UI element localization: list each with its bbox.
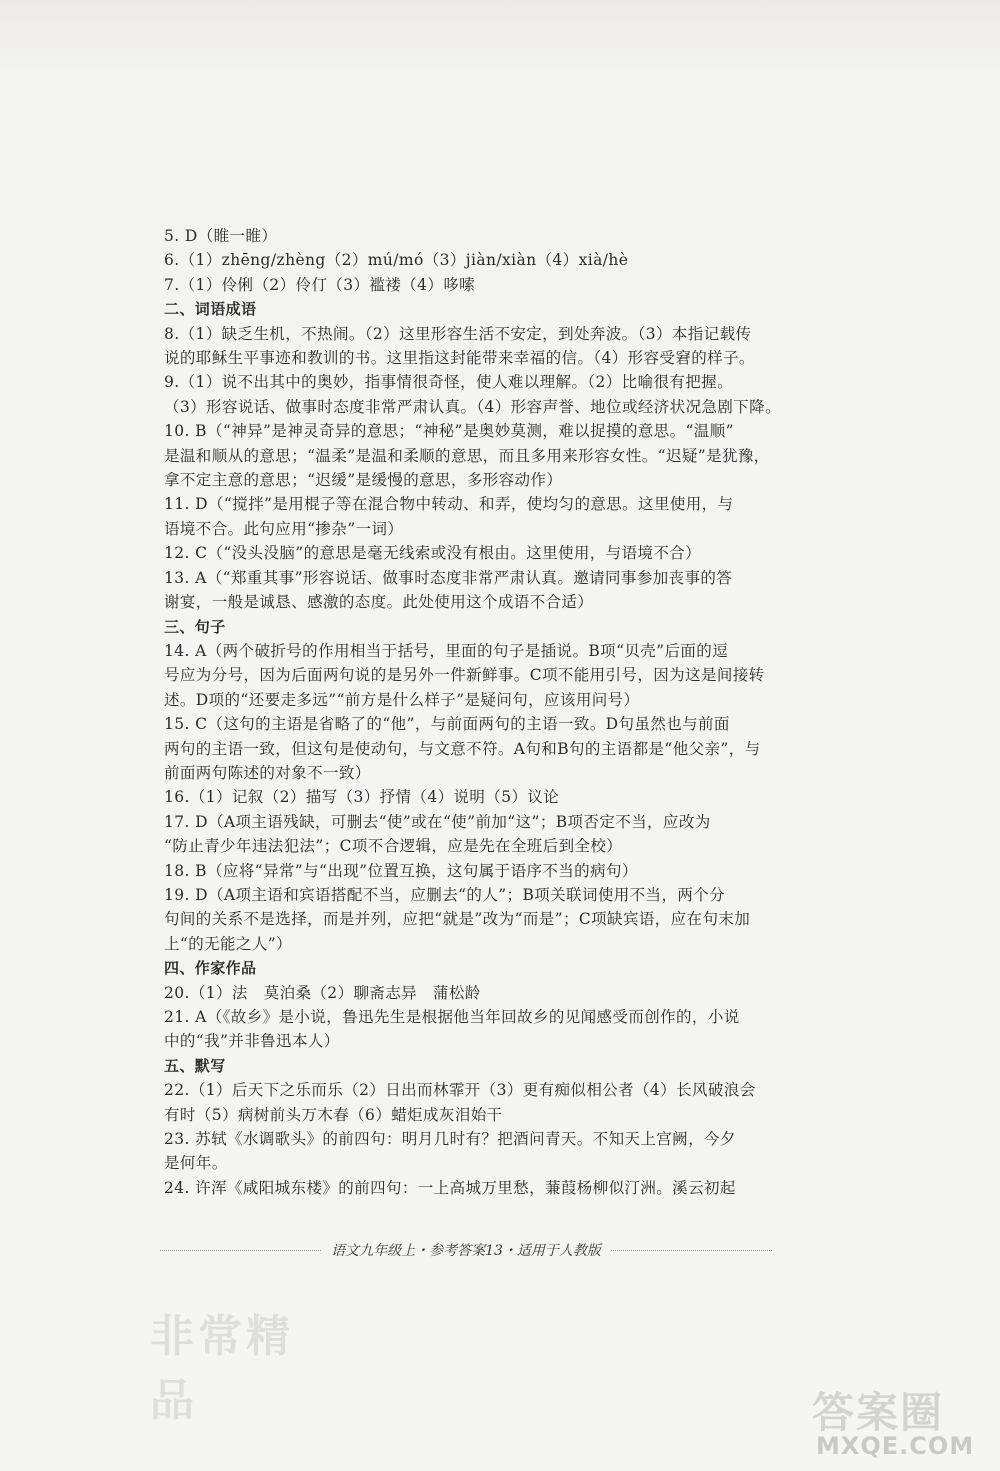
answer-line: 16.（1）记叙（2）描写（3）抒情（4）说明（5）议论 [164,788,560,807]
answer-line: 13. A（“郑重其事”形容说话、做事时态度非常严肃认真。邀请同事参加丧事的答 [164,568,733,587]
answer-line: 8.（1）缺乏生机，不热闹。（2）这里形容生活不安定，到处奔波。（3）本指记载传 [164,324,752,343]
answer-line: 10. B（“神异”是神灵奇异的意思；“神秘”是奥妙莫测，难以捉摸的意思。“温顺” [164,422,734,441]
watermark-logo [812,1380,997,1466]
answer-line: 20.（1）法 莫泊桑（2）聊斋志异 蒲松龄 [164,983,481,1002]
answer-line: “防止青少年违法犯法”；C项不合逻辑，应是先在全班后到全校） [164,837,623,856]
footer-divider-left [160,1250,321,1251]
answer-line: 有时（5）病树前头万木春（6）蜡炬成灰泪始干 [164,1105,503,1124]
answer-line: 拿不定主意的意思；“迟缓”是缓慢的意思，多形容动作） [164,471,563,490]
faded-stamp: 非常精品 [150,1311,294,1426]
answer-line: 7.（1）伶俐（2）伶仃（3）褴褛（4）哆嗦 [164,275,476,294]
section-heading: 三、句子 [164,617,226,636]
answer-line: 5. D（睢一睢） [164,227,278,245]
answer-line: 中的“我”并非鲁迅本人） [164,1032,340,1051]
answer-line: 上“的无能之人”） [164,934,292,953]
section-heading: 四、作家作品 [164,959,257,978]
watermark-url: MXQE.COM [816,1432,975,1460]
answer-line: 句间的关系不是选择，而是并列，应把“就是”改为“而是”；C项缺宾语，应在句末加 [164,910,751,929]
answer-line: 两句的主语一致，但这句是使动句，与文意不符。A句和B句的主语都是“他父亲”，与 [164,739,761,758]
answer-line: 14. A（两个破折号的作用相当于括号，里面的句子是插说。B项“贝壳”后面的逗 [164,641,729,660]
answer-line: 前面两句陈述的对象不一致） [164,763,371,782]
section-heading: 二、词语成语 [164,300,257,319]
footer-text: 语文九年级上・参考答案13・适用于人教版 [331,1243,601,1259]
answer-line: （3）形容说话、做事时态度非常严肃认真。（4）形容声誉、地位或经济状况急剧下降。 [164,397,781,416]
section-heading: 五、默写 [164,1056,226,1075]
answer-line: 21. A（《故乡》是小说，鲁迅先生是根据他当年回故乡的见闻感受而创作的，小说 [164,1008,740,1026]
footer-divider-right [611,1250,772,1251]
answer-line: 6.（1）zhēng/zhèng（2）mú/mó（3）jiàn/xiàn（4）xià/hè [164,251,629,270]
answer-line: 17. D（A项主语残缺，可删去“使”或在“使”前加“这”；B项否定不当，应改为 [164,812,711,831]
answer-line: 18. B（应将“异常”与“出现”位置互换，这句属于语序不当的病句） [164,861,638,880]
answer-line: 是何年。 [164,1154,228,1173]
page-footer [160,1237,772,1263]
answer-line: 是温和顺从的意思；“温柔”是温和柔顺的意思，而且多用来形容女性。“迟疑”是犹豫， [164,446,770,465]
answer-line: 述。D项的“还要走多远”“前方是什么样子”是疑问句，应该用问号） [164,690,640,709]
answer-line: 谢宴，一般是诚恳、感激的态度。此处使用这个成语不合适） [164,593,594,612]
answer-line: 号应为分号，因为后面两句说的是另外一件新鲜事。C项不能用引号，因为这是间接转 [164,666,765,685]
answer-content [164,224,779,1200]
answer-line: 23. 苏轼《水调歌头》的前四句：明月几时有？把酒问青天。不知天上宫阙，今夕 [164,1130,736,1149]
answer-line: 11. D（“搅拌”是用棍子等在混合物中转动、和弄，使均匀的意思。这里使用，与 [164,495,734,514]
answer-line: 19. D（A项主语和宾语搭配不当，应删去“的人”；B项关联词使用不当，两个分 [164,885,726,904]
watermark-logo-text: 答案圈 [812,1388,945,1437]
answer-line: 15. C（这句的主语是省略了的“他”，与前面两句的主语一致。D句虽然也与前面 [164,715,730,734]
answer-line: 说的耶稣生平事迹和教训的书。这里指这封能带来幸福的信。（4）形容受窘的样子。 [164,349,755,368]
answer-line: 9.（1）说不出其中的奥妙，指事情很奇怪，使人难以理解。（2）比喻很有把握。 [164,373,733,392]
answer-line: 24. 许浑《咸阳城东楼》的前四句：一上高城万里愁，蒹葭杨柳似汀洲。溪云初起 [164,1178,736,1197]
answer-line: 22.（1）后天下之乐而乐（2）日出而林霏开（3）更有痴似相公者（4）长风破浪会 [164,1081,756,1100]
answer-line: 语境不合。此句应用“掺杂”一词） [164,519,404,538]
answer-line: 12. C（“没头没脑”的意思是毫无线索或没有根由。这里使用，与语境不合） [164,544,702,563]
